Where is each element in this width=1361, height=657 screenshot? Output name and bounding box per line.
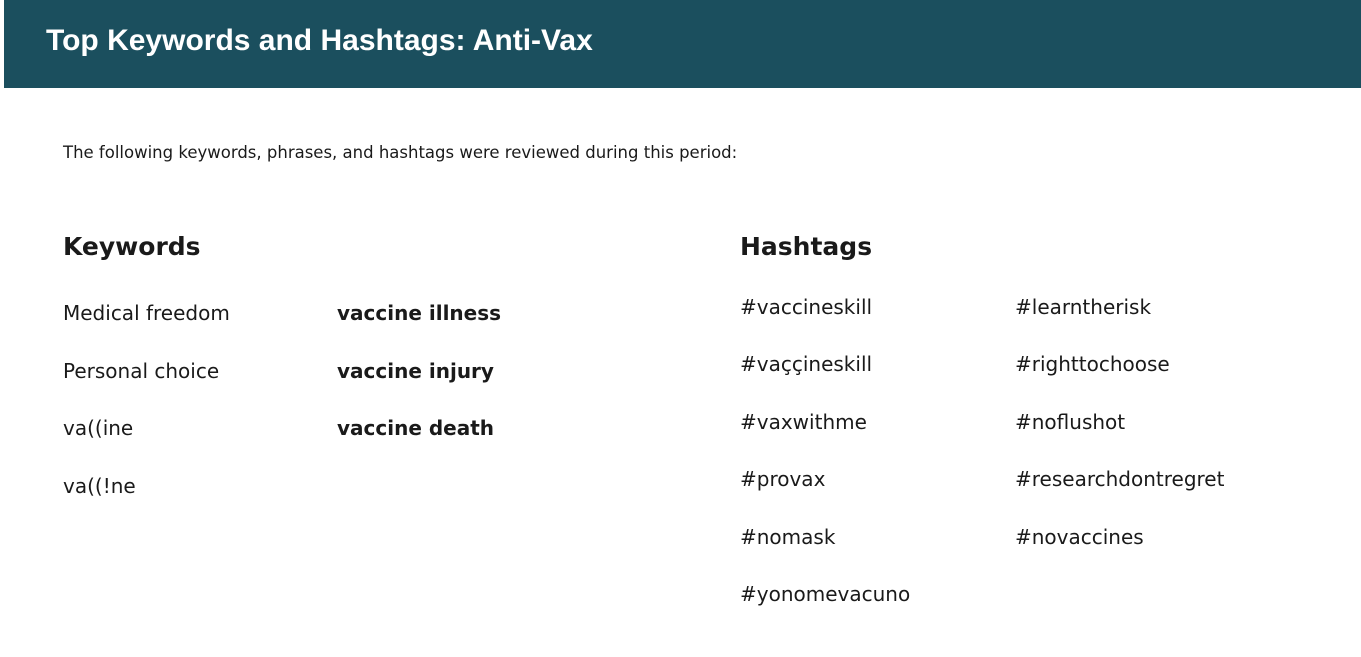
keyword-item: Medical freedom xyxy=(63,301,230,325)
hashtag-item: #vaxwithme xyxy=(740,409,867,434)
hashtag-item: #researchdontregret xyxy=(1015,467,1225,492)
hashtag-item: #vaççineskill xyxy=(740,352,873,377)
hashtag-item: #righttochoose xyxy=(1015,352,1170,377)
keyword-item-bold: vaccine illness xyxy=(337,301,502,325)
hashtags-heading: Hashtags xyxy=(740,232,873,261)
keyword-item: va((!ne xyxy=(63,473,136,498)
page-title: Top Keywords and Hashtags: Anti-Vax xyxy=(46,24,593,57)
keyword-item-bold: vaccine death xyxy=(337,416,495,440)
hashtag-item: #noflushot xyxy=(1015,409,1126,434)
keyword-item: va((ine xyxy=(63,416,134,440)
hashtags-column-2 xyxy=(1015,295,1224,582)
hashtags-column-1 xyxy=(740,295,910,639)
header-bar xyxy=(4,0,1361,88)
keywords-column-1 xyxy=(63,301,230,531)
intro-text: The following keywords, phrases, and hashtags were reviewed during this period: xyxy=(63,143,738,162)
hashtag-item: #novaccines xyxy=(1015,524,1144,549)
hashtag-item: #nomask xyxy=(740,524,836,549)
keyword-item: Personal choice xyxy=(63,358,220,383)
keywords-column-2 xyxy=(337,301,501,474)
hashtag-item: #learntherisk xyxy=(1015,295,1152,319)
keyword-item-bold: vaccine injury xyxy=(337,358,494,383)
hashtag-item: #yonomevacuno xyxy=(740,581,911,606)
hashtag-item: #vaccineskill xyxy=(740,295,873,319)
hashtag-item: #provax xyxy=(740,467,826,492)
keywords-heading: Keywords xyxy=(63,232,201,261)
